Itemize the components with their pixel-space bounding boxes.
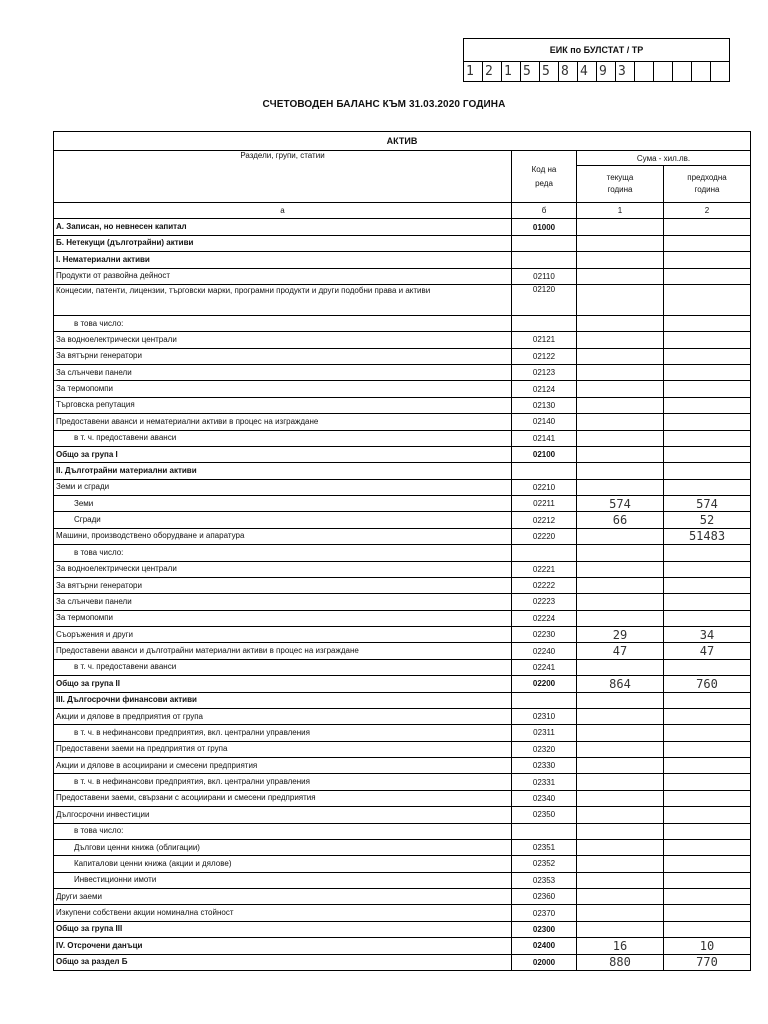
table-row bbox=[54, 676, 751, 692]
row-previous-year bbox=[664, 446, 751, 462]
table-row bbox=[54, 219, 751, 235]
table-row bbox=[54, 823, 751, 839]
row-label: Сгради bbox=[54, 512, 512, 528]
row-label: Общо за група III bbox=[54, 921, 512, 937]
row-previous-year bbox=[664, 315, 751, 331]
row-current-year: 864 bbox=[577, 676, 664, 692]
row-label: Съоръжения и други bbox=[54, 627, 512, 643]
eik-digit: 9 bbox=[597, 62, 616, 82]
row-current-year bbox=[577, 332, 664, 348]
eik-digit bbox=[654, 62, 673, 82]
table-row bbox=[54, 528, 751, 544]
row-current-year bbox=[577, 463, 664, 479]
row-code: 02352 bbox=[512, 856, 577, 872]
row-current-year bbox=[577, 594, 664, 610]
row-label: Б. Нетекущи (дълготрайни) активи bbox=[54, 235, 512, 251]
row-label: Общо за група I bbox=[54, 446, 512, 462]
row-label: Изкупени собствени акции номинална стойност bbox=[54, 905, 512, 921]
table-row bbox=[54, 954, 751, 970]
table-row bbox=[54, 921, 751, 937]
row-previous-year bbox=[664, 889, 751, 905]
eik-digit: 1 bbox=[502, 62, 521, 82]
row-previous-year bbox=[664, 397, 751, 413]
row-label: За термопомпи bbox=[54, 610, 512, 626]
row-current-year bbox=[577, 758, 664, 774]
table-row bbox=[54, 479, 751, 495]
row-label: Други заеми bbox=[54, 889, 512, 905]
table-row bbox=[54, 938, 751, 954]
table-row bbox=[54, 577, 751, 593]
row-previous-year bbox=[664, 348, 751, 364]
table-row bbox=[54, 397, 751, 413]
row-current-year bbox=[577, 839, 664, 855]
col-sum-header: Сума - хил.лв. bbox=[577, 151, 751, 166]
row-code: 02320 bbox=[512, 741, 577, 757]
row-label: Земи bbox=[54, 496, 512, 512]
row-previous-year bbox=[664, 332, 751, 348]
row-label: I. Нематериални активи bbox=[54, 252, 512, 268]
row-code: 02220 bbox=[512, 528, 577, 544]
table-row bbox=[54, 348, 751, 364]
row-current-year bbox=[577, 774, 664, 790]
row-previous-year bbox=[664, 365, 751, 381]
row-code: 01000 bbox=[512, 219, 577, 235]
row-current-year bbox=[577, 856, 664, 872]
table-row bbox=[54, 627, 751, 643]
column-header-row bbox=[54, 151, 751, 166]
row-code: 02222 bbox=[512, 577, 577, 593]
row-previous-year bbox=[664, 921, 751, 937]
row-previous-year bbox=[664, 545, 751, 561]
row-previous-year bbox=[664, 577, 751, 593]
row-previous-year bbox=[664, 381, 751, 397]
row-previous-year bbox=[664, 252, 751, 268]
col-previous-line-2: година bbox=[694, 185, 720, 194]
row-current-year bbox=[577, 921, 664, 937]
row-current-year bbox=[577, 284, 664, 315]
row-code: 02224 bbox=[512, 610, 577, 626]
row-label: За вятърни генератори bbox=[54, 348, 512, 364]
row-previous-year bbox=[664, 610, 751, 626]
row-current-year bbox=[577, 528, 664, 544]
row-code: 02141 bbox=[512, 430, 577, 446]
table-row bbox=[54, 430, 751, 446]
row-current-year bbox=[577, 414, 664, 430]
table-row bbox=[54, 561, 751, 577]
row-current-year bbox=[577, 430, 664, 446]
table-row bbox=[54, 381, 751, 397]
row-label: За вятърни генератори bbox=[54, 577, 512, 593]
row-previous-year bbox=[664, 905, 751, 921]
row-label: Акции и дялове в предприятия от група bbox=[54, 708, 512, 724]
table-row bbox=[54, 545, 751, 561]
table-row bbox=[54, 758, 751, 774]
row-code: 02140 bbox=[512, 414, 577, 430]
row-label: Капиталови ценни книжа (акции и дялове) bbox=[54, 856, 512, 872]
row-code: 02120 bbox=[512, 284, 577, 315]
col-previous-header bbox=[664, 166, 751, 203]
row-current-year bbox=[577, 741, 664, 757]
col-previous-line-1: предходна bbox=[687, 173, 727, 182]
idx-b: б bbox=[512, 203, 577, 219]
row-previous-year bbox=[664, 807, 751, 823]
row-label: За слънчеви панели bbox=[54, 365, 512, 381]
row-label: Инвестиционни имоти bbox=[54, 872, 512, 888]
row-label: А. Записан, но невнесен капитал bbox=[54, 219, 512, 235]
row-current-year: 47 bbox=[577, 643, 664, 659]
row-label: в т. ч. в нефинансови предприятия, вкл. централни управления bbox=[54, 725, 512, 741]
row-previous-year bbox=[664, 594, 751, 610]
row-code bbox=[512, 235, 577, 251]
row-code: 02221 bbox=[512, 561, 577, 577]
table-row bbox=[54, 268, 751, 284]
row-previous-year bbox=[664, 463, 751, 479]
row-code: 02223 bbox=[512, 594, 577, 610]
table-row bbox=[54, 235, 751, 251]
row-label: За термопомпи bbox=[54, 381, 512, 397]
row-current-year bbox=[577, 235, 664, 251]
row-code: 02200 bbox=[512, 676, 577, 692]
row-label: Дългосрочни инвестиции bbox=[54, 807, 512, 823]
col-code-line-1: Код на bbox=[531, 164, 557, 174]
row-current-year bbox=[577, 268, 664, 284]
row-current-year bbox=[577, 315, 664, 331]
col-code-header bbox=[512, 151, 577, 203]
section-title: АКТИВ bbox=[54, 132, 751, 151]
row-previous-year: 47 bbox=[664, 643, 751, 659]
row-code: 02400 bbox=[512, 938, 577, 954]
row-label: Предоставени заеми на предприятия от група bbox=[54, 741, 512, 757]
row-previous-year: 52 bbox=[664, 512, 751, 528]
row-previous-year bbox=[664, 692, 751, 708]
row-label: в това число: bbox=[54, 545, 512, 561]
row-current-year: 16 bbox=[577, 938, 664, 954]
col-current-line-2: година bbox=[607, 185, 633, 194]
row-current-year bbox=[577, 725, 664, 741]
row-code: 02124 bbox=[512, 381, 577, 397]
row-code: 02211 bbox=[512, 496, 577, 512]
idx-1: 1 bbox=[577, 203, 664, 219]
row-label: Общо за група II bbox=[54, 676, 512, 692]
row-previous-year: 770 bbox=[664, 954, 751, 970]
row-current-year: 29 bbox=[577, 627, 664, 643]
row-code bbox=[512, 823, 577, 839]
row-code: 02110 bbox=[512, 268, 577, 284]
table-row bbox=[54, 839, 751, 855]
section-header-row bbox=[54, 132, 751, 151]
row-current-year bbox=[577, 252, 664, 268]
row-previous-year bbox=[664, 479, 751, 495]
eik-digit: 3 bbox=[616, 62, 635, 82]
eik-digit bbox=[711, 62, 730, 82]
row-label: II. Дълготрайни материални активи bbox=[54, 463, 512, 479]
row-code: 02353 bbox=[512, 872, 577, 888]
row-label: Акции и дялове в асоциирани и смесени предприятия bbox=[54, 758, 512, 774]
row-code: 02121 bbox=[512, 332, 577, 348]
table-row bbox=[54, 446, 751, 462]
row-code: 02130 bbox=[512, 397, 577, 413]
eik-box bbox=[463, 38, 730, 82]
table-row bbox=[54, 414, 751, 430]
row-code: 02310 bbox=[512, 708, 577, 724]
table-row bbox=[54, 905, 751, 921]
row-code: 02300 bbox=[512, 921, 577, 937]
eik-digit: 5 bbox=[521, 62, 540, 82]
row-code: 02122 bbox=[512, 348, 577, 364]
row-current-year bbox=[577, 365, 664, 381]
row-code: 02240 bbox=[512, 643, 577, 659]
eik-label: ЕИК по БУЛСТАТ / ТР bbox=[464, 39, 730, 62]
table-row bbox=[54, 790, 751, 806]
eik-digit: 5 bbox=[540, 62, 559, 82]
row-label: в това число: bbox=[54, 823, 512, 839]
eik-digit: 8 bbox=[559, 62, 578, 82]
row-current-year bbox=[577, 807, 664, 823]
row-label: Предоставени аванси и нематериални активи в процес на изграждане bbox=[54, 414, 512, 430]
row-current-year bbox=[577, 381, 664, 397]
row-previous-year bbox=[664, 758, 751, 774]
row-code: 02370 bbox=[512, 905, 577, 921]
row-code bbox=[512, 252, 577, 268]
row-code bbox=[512, 463, 577, 479]
row-label: Общо за раздел Б bbox=[54, 954, 512, 970]
eik-digits bbox=[464, 62, 730, 82]
row-label: Продукти от развойна дейност bbox=[54, 268, 512, 284]
row-label: Дългови ценни книжа (облигации) bbox=[54, 839, 512, 855]
col-current-line-1: текуща bbox=[606, 173, 634, 182]
table-row bbox=[54, 692, 751, 708]
eik-digit: 4 bbox=[578, 62, 597, 82]
table-row bbox=[54, 889, 751, 905]
row-label: Земи и сгради bbox=[54, 479, 512, 495]
row-code: 02210 bbox=[512, 479, 577, 495]
row-previous-year bbox=[664, 708, 751, 724]
row-previous-year bbox=[664, 774, 751, 790]
row-current-year bbox=[577, 610, 664, 626]
row-label: Концесии, патенти, лицензии, търговски марки, програмни продукти и други подобни права и активи bbox=[54, 284, 512, 315]
table-row bbox=[54, 856, 751, 872]
table-row bbox=[54, 315, 751, 331]
row-previous-year bbox=[664, 219, 751, 235]
page-title: СЧЕТОВОДЕН БАЛАНС КЪМ 31.03.2020 ГОДИНА bbox=[262, 99, 506, 110]
idx-2: 2 bbox=[664, 203, 751, 219]
row-code bbox=[512, 692, 577, 708]
table-row bbox=[54, 807, 751, 823]
row-code: 02330 bbox=[512, 758, 577, 774]
row-code: 02350 bbox=[512, 807, 577, 823]
row-previous-year bbox=[664, 235, 751, 251]
row-previous-year bbox=[664, 741, 751, 757]
row-previous-year bbox=[664, 430, 751, 446]
row-label: Предоставени заеми, свързани с асоциирани и смесени предприятия bbox=[54, 790, 512, 806]
row-previous-year: 574 bbox=[664, 496, 751, 512]
table-row bbox=[54, 512, 751, 528]
row-label: За водноелектрически централи bbox=[54, 332, 512, 348]
table-row bbox=[54, 725, 751, 741]
row-label: За водноелектрически централи bbox=[54, 561, 512, 577]
row-previous-year: 34 bbox=[664, 627, 751, 643]
eik-digit bbox=[673, 62, 692, 82]
row-label: За слънчеви панели bbox=[54, 594, 512, 610]
row-previous-year bbox=[664, 725, 751, 741]
row-code: 02360 bbox=[512, 889, 577, 905]
table-row bbox=[54, 463, 751, 479]
row-previous-year bbox=[664, 856, 751, 872]
table-row bbox=[54, 610, 751, 626]
row-code: 02230 bbox=[512, 627, 577, 643]
row-current-year bbox=[577, 446, 664, 462]
row-code: 02000 bbox=[512, 954, 577, 970]
table-row bbox=[54, 643, 751, 659]
row-code: 02241 bbox=[512, 659, 577, 675]
table-row bbox=[54, 496, 751, 512]
table-row bbox=[54, 252, 751, 268]
row-code: 02340 bbox=[512, 790, 577, 806]
row-previous-year bbox=[664, 414, 751, 430]
table-row bbox=[54, 741, 751, 757]
row-previous-year: 760 bbox=[664, 676, 751, 692]
table-row bbox=[54, 284, 751, 315]
table-row bbox=[54, 594, 751, 610]
row-label: в т. ч. предоставени аванси bbox=[54, 430, 512, 446]
row-current-year bbox=[577, 397, 664, 413]
table-row bbox=[54, 659, 751, 675]
row-previous-year bbox=[664, 268, 751, 284]
row-label: Машини, производствено оборудване и апаратура bbox=[54, 528, 512, 544]
row-previous-year: 51483 bbox=[664, 528, 751, 544]
row-label: в т. ч. в нефинансови предприятия, вкл. централни управления bbox=[54, 774, 512, 790]
column-index-row bbox=[54, 203, 751, 219]
table-row bbox=[54, 332, 751, 348]
row-current-year: 574 bbox=[577, 496, 664, 512]
row-current-year: 66 bbox=[577, 512, 664, 528]
row-code: 02212 bbox=[512, 512, 577, 528]
row-current-year bbox=[577, 659, 664, 675]
row-current-year bbox=[577, 823, 664, 839]
row-current-year bbox=[577, 708, 664, 724]
row-label: в т. ч. предоставени аванси bbox=[54, 659, 512, 675]
row-current-year bbox=[577, 577, 664, 593]
row-code: 02123 bbox=[512, 365, 577, 381]
row-code bbox=[512, 545, 577, 561]
row-previous-year bbox=[664, 790, 751, 806]
row-current-year bbox=[577, 348, 664, 364]
row-code: 02351 bbox=[512, 839, 577, 855]
row-previous-year bbox=[664, 284, 751, 315]
row-label: IV. Отсрочени данъци bbox=[54, 938, 512, 954]
table-row bbox=[54, 872, 751, 888]
table-row bbox=[54, 774, 751, 790]
row-current-year bbox=[577, 692, 664, 708]
row-label: Търговска репутация bbox=[54, 397, 512, 413]
row-current-year bbox=[577, 872, 664, 888]
row-previous-year bbox=[664, 659, 751, 675]
row-current-year bbox=[577, 479, 664, 495]
eik-digit bbox=[692, 62, 711, 82]
row-current-year bbox=[577, 545, 664, 561]
eik-digit: 1 bbox=[464, 62, 483, 82]
table-row bbox=[54, 365, 751, 381]
eik-digit: 2 bbox=[483, 62, 502, 82]
idx-a: а bbox=[54, 203, 512, 219]
eik-digit bbox=[635, 62, 654, 82]
col-sections-header: Раздели, групи, статии bbox=[54, 151, 512, 203]
row-label: в това число: bbox=[54, 315, 512, 331]
row-label: Предоставени аванси и дълготрайни материални активи в процес на изграждане bbox=[54, 643, 512, 659]
table-row bbox=[54, 708, 751, 724]
row-code: 02311 bbox=[512, 725, 577, 741]
row-previous-year bbox=[664, 872, 751, 888]
row-current-year bbox=[577, 561, 664, 577]
row-code: 02100 bbox=[512, 446, 577, 462]
row-current-year: 880 bbox=[577, 954, 664, 970]
row-label: III. Дългосрочни финансови активи bbox=[54, 692, 512, 708]
row-current-year bbox=[577, 790, 664, 806]
row-code bbox=[512, 315, 577, 331]
row-current-year bbox=[577, 219, 664, 235]
col-code-line-2: реда bbox=[535, 178, 553, 188]
row-previous-year bbox=[664, 823, 751, 839]
balance-table bbox=[53, 131, 751, 971]
row-current-year bbox=[577, 889, 664, 905]
row-current-year bbox=[577, 905, 664, 921]
row-previous-year: 10 bbox=[664, 938, 751, 954]
row-previous-year bbox=[664, 561, 751, 577]
row-previous-year bbox=[664, 839, 751, 855]
row-code: 02331 bbox=[512, 774, 577, 790]
col-current-header bbox=[577, 166, 664, 203]
